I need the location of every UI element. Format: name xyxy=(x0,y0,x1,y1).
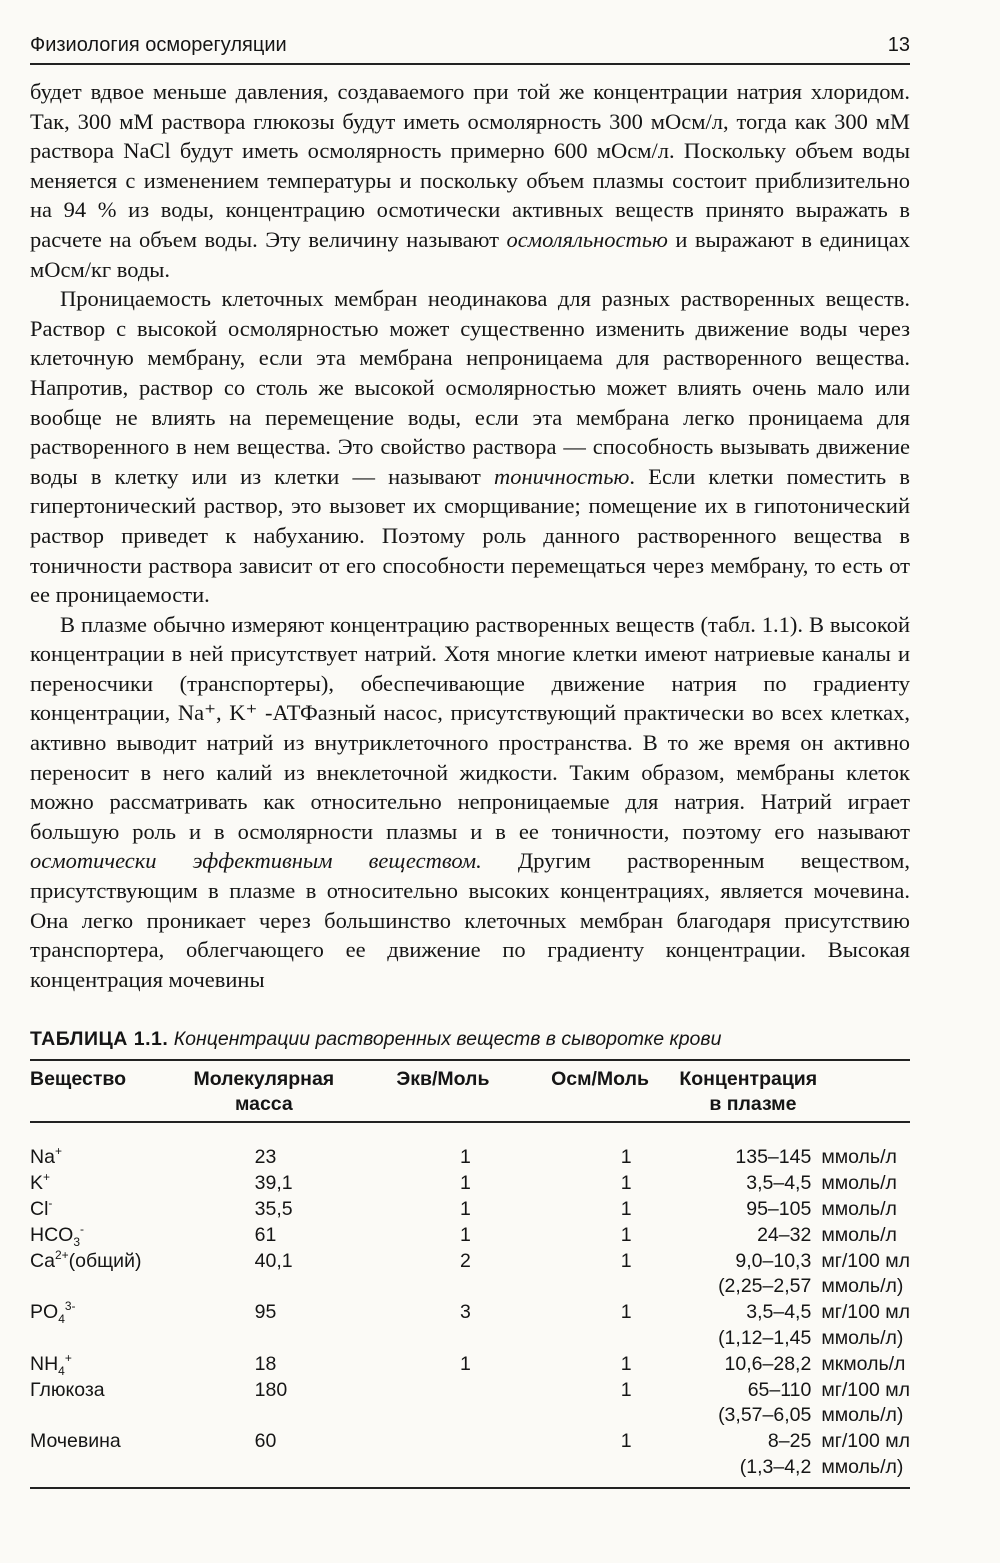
term-osmotically-effective: осмотически эффективным веществом. xyxy=(30,848,482,874)
table-row xyxy=(30,1197,910,1223)
table-row xyxy=(30,1378,910,1430)
cell-concentration: 24–32 ммоль/л xyxy=(757,1223,897,1246)
cell-equiv: 1 xyxy=(460,1146,471,1169)
cell-concentration: 3,5–4,5 мг/100 мл (1,12–1,45 ммоль/л) xyxy=(718,1301,910,1349)
table-row xyxy=(30,1122,910,1171)
term-tonicity: тоничностью xyxy=(494,463,630,489)
paragraph-3-text-b: Другим растворенным веществом, присутствующим в плазме в относительно высоких концентрациях, является мочевина. Она легко проникает через большинство клеточных мембран благодаря присутствию транспортера, облегчающего ее движение по градиенту концентрации. Высокая концентрация мочевины xyxy=(30,848,910,992)
cell-mass: 35,5 xyxy=(254,1198,293,1220)
table-caption xyxy=(30,1028,910,1061)
cell-concentration: 8–25 мг/100 мл (1,3–4,2 ммоль/л) xyxy=(739,1430,910,1478)
cell-osm: 1 xyxy=(620,1223,632,1246)
col-mass: Молекулярная масса xyxy=(163,1061,365,1122)
table-row xyxy=(30,1300,910,1352)
cell-equiv: 1 xyxy=(460,1352,471,1375)
table-row xyxy=(30,1429,910,1481)
cell-mass: 61 xyxy=(254,1223,277,1246)
cell-equiv: 3 xyxy=(460,1301,471,1324)
cell-mass: 18 xyxy=(254,1352,277,1375)
cell-mass: 95 xyxy=(254,1301,277,1324)
paragraph-2-text-a: Проницаемость клеточных мембран неодинакова для разных растворенных веществ. Раствор с высокой осмолярностью может существенно изменить движение воды через клеточную мембрану, если эта мембрана непроницаема для растворенного вещества. Напротив, раствор со столь же высокой осмолярностью может влиять очень мало или вообще не влиять на перемещение воды, если эта мембрана легко проницаема для растворенного в нем вещества. Это свойство раствора — способность вызывать движение воды в клетку или из клетки — называют xyxy=(30,286,910,489)
cell-concentration: 95–105 ммоль/л xyxy=(746,1198,897,1220)
cell-mass: 180 xyxy=(254,1378,288,1401)
table-row xyxy=(30,1249,910,1301)
paragraph-3 xyxy=(30,610,910,995)
col-equiv: Экв/Моль xyxy=(365,1061,521,1122)
cell-substance: $NH_4^+$ xyxy=(30,1350,72,1378)
table-body xyxy=(30,1122,910,1480)
cell-osm: 1 xyxy=(620,1378,632,1401)
col-substance: Вещество xyxy=(30,1061,163,1122)
cell-mass: 39,1 xyxy=(254,1172,293,1195)
cell-osm: 1 xyxy=(620,1172,632,1195)
col-osm: Осм/Моль xyxy=(521,1061,680,1122)
page-header xyxy=(30,30,910,65)
cell-osm: 1 xyxy=(620,1430,632,1453)
cell-concentration: 135–145 ммоль/л xyxy=(735,1146,897,1169)
table-header-row xyxy=(30,1061,910,1122)
cell-substance: Cl- xyxy=(30,1196,53,1220)
cell-osm: 1 xyxy=(620,1198,632,1220)
cell-osm: 1 xyxy=(620,1352,632,1375)
col-concentration: Концентрация в плазме xyxy=(679,1061,910,1122)
paragraph-3-text-a: В плазме обычно измеряют концентрацию растворенных веществ (табл. 1.1). В высокой концентрации в ней присутствует натрий. Хотя многие клетки имеют натриевые каналы и переносчики (транспортеры), обеспечивающие движение натрия по градиенту концентрации, Na⁺, K⁺ -АТФазный насос, присутствующий практически во всех клетках, активно выводит натрий из внутриклеточного пространства. В то же время он активно переносит в него калий из внеклеточной жидкости. Таким образом, мембраны клеток можно рассматривать как относительно непроницаемые для натрия. Натрий играет большую роль и в осмолярности плазмы и в ее тоничности, поэтому его называют xyxy=(30,611,910,844)
table-row xyxy=(30,1352,910,1378)
cell-concentration: 3,5–4,5 ммоль/л xyxy=(746,1172,897,1195)
cell-equiv xyxy=(365,1429,521,1481)
cell-osm: 1 xyxy=(620,1301,632,1324)
cell-substance: Мочевина xyxy=(30,1430,121,1453)
cell-osm: 1 xyxy=(620,1146,632,1169)
cell-concentration: 10,6–28,2 мкмоль/л xyxy=(724,1352,906,1375)
paragraph-1-text-b: и выражают в единицах мОсм/кг воды. xyxy=(30,226,910,282)
cell-substance: Na+ xyxy=(30,1144,62,1169)
cell-equiv: 1 xyxy=(460,1172,471,1195)
cell-equiv: 1 xyxy=(460,1198,471,1220)
table-row xyxy=(30,1171,910,1197)
cell-substance: $HCO_3^-$ xyxy=(30,1221,85,1249)
table-caption-title: Концентрации растворенных веществ в сыворотке крови xyxy=(173,1028,722,1051)
paragraph-2 xyxy=(30,284,910,610)
cell-concentration: 65–110 мг/100 мл (3,57–6,05 ммоль/л) xyxy=(718,1378,910,1427)
cell-osm: 1 xyxy=(620,1249,632,1272)
solutes-table xyxy=(30,1061,910,1480)
paragraph-2-text-b: . Если клетки поместить в гипертонический раствор, это вызовет их сморщивание; помещение их в гипотонический раствор приведет к набуханию. Поэтому роль данного растворенного вещества в тоничности раствора зависит от его способности перемещаться через мембрану, то есть от ее проницаемости. xyxy=(30,463,910,608)
book-page xyxy=(30,30,910,1489)
cell-mass: 60 xyxy=(254,1430,277,1453)
cell-substance: K+ xyxy=(30,1170,51,1195)
cell-mass: 40,1 xyxy=(254,1249,293,1272)
cell-substance: $Ca^{2+}(общий)$ xyxy=(30,1247,142,1272)
cell-equiv xyxy=(365,1378,521,1430)
table-caption-label: ТАБЛИЦА 1.1. xyxy=(30,1028,169,1051)
paragraph-1 xyxy=(30,77,910,284)
cell-concentration: 9,0–10,3 мг/100 мл (2,25–2,57 ммоль/л) xyxy=(718,1249,910,1298)
page-number: 13 xyxy=(887,34,910,56)
cell-substance: Глюкоза xyxy=(30,1378,105,1401)
cell-substance: $PO_4^{3-}$ xyxy=(30,1299,76,1327)
table-row xyxy=(30,1223,910,1249)
body-text xyxy=(30,77,910,994)
cell-equiv: 2 xyxy=(460,1249,471,1272)
running-title: Физиология осморегуляции xyxy=(30,34,287,56)
cell-mass: 23 xyxy=(254,1146,277,1169)
table-bottom-rule xyxy=(30,1487,910,1489)
term-osmolality: осмоляльностью xyxy=(506,226,668,252)
cell-equiv: 1 xyxy=(460,1223,471,1246)
paragraph-1-text-a: будет вдвое меньше давления, создаваемого при той же концентрации натрия хлоридом. Так, 300 мМ раствора глюкозы будут иметь осмолярность 300 мОсм/л, тогда как 300 мМ раствора NaCl будут иметь осмолярность примерно 600 мОсм/л. Поскольку объем воды меняется с изменением температуры и поскольку объем плазмы состоит приблизительно на 94 % из воды, концентрацию осмотически активных веществ принято выражать в расчете на объем воды. Эту величину называют xyxy=(30,79,910,252)
